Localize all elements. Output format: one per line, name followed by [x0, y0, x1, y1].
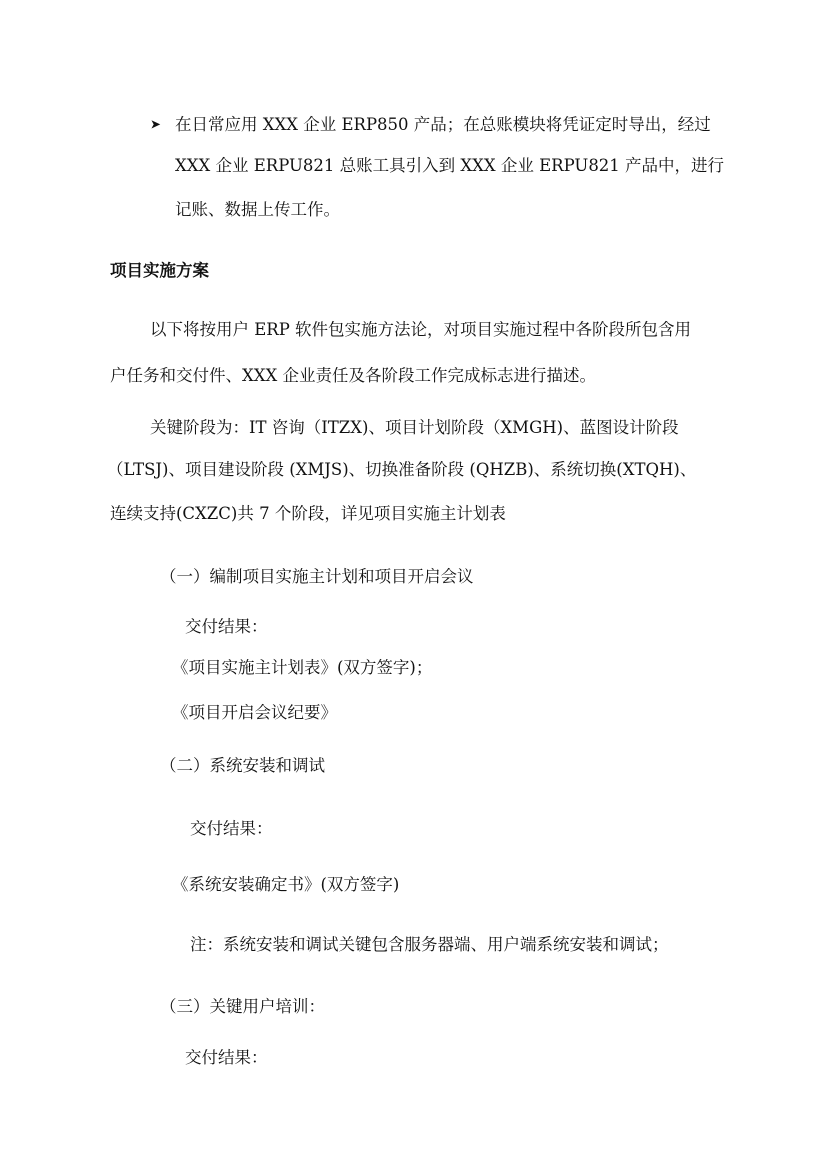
step2-note: 注：系统安装和调试关键包含服务器端、用户端系统安装和调试；: [190, 935, 669, 954]
step1-deliverables-label: 交付结果：: [185, 617, 268, 636]
intro-line-2: 户任务和交付件、XXX 企业责任及各阶段工作完成标志进行描述。: [110, 366, 596, 385]
step3-deliverables-label: 交付结果：: [185, 1048, 268, 1067]
intro-line-1: 以下将按用户 ERP 软件包实施方法论，对项目实施过程中各阶段所包含用: [150, 320, 692, 339]
section-heading: 项目实施方案: [110, 261, 209, 280]
arrow-bullet-icon: ➤: [150, 117, 161, 133]
bullet-line-1: 在日常应用 XXX 企业 ERP850 产品；在总账模块将凭证定时导出，经过: [175, 115, 711, 134]
bullet-line-3: 记账、数据上传工作。: [175, 200, 340, 219]
step2-title: （二）系统安装和调试: [160, 756, 325, 775]
step2-deliverables-label: 交付结果：: [190, 819, 273, 838]
step1-item-2: 《项目开启会议纪要》: [172, 703, 337, 722]
step1-title: （一）编制项目实施主计划和项目开启会议: [160, 567, 474, 586]
step1-item-1: 《项目实施主计划表》(双方签字)；: [172, 658, 433, 677]
step3-title: （三）关键用户培训：: [160, 997, 325, 1016]
stages-line-1: 关键阶段为：IT 咨询（ITZX)、项目计划阶段（XMGH)、蓝图设计阶段: [150, 418, 679, 437]
stages-line-2: （LTSJ)、项目建设阶段 (XMJS)、切换准备阶段 (QHZB)、系统切换(XTQH)、: [107, 460, 697, 479]
stages-line-3: 连续支持(CXZC)共 7 个阶段，详见项目实施主计划表: [110, 504, 506, 523]
bullet-line-2: XXX 企业 ERPU821 总账工具引入到 XXX 企业 ERPU821 产品中，进行: [175, 156, 725, 175]
step2-item-1: 《系统安装确定书》(双方签字): [172, 875, 400, 894]
